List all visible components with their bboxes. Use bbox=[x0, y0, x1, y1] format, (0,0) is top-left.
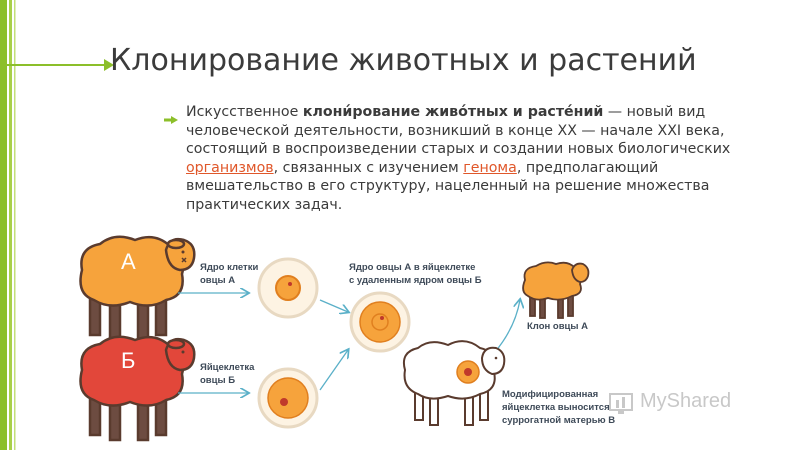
link-organisms[interactable]: организмов bbox=[186, 159, 274, 176]
label-surrogate-2: яйцеклетка выносится bbox=[502, 402, 610, 413]
surrogate-sheep-icon bbox=[404, 341, 504, 425]
combined-cell-icon bbox=[351, 293, 409, 351]
sheep-b-icon bbox=[81, 337, 195, 440]
body-intro: Искусственное bbox=[186, 104, 303, 120]
label-surrogate-3: суррогатной матерью В bbox=[502, 415, 616, 426]
title-accent-line bbox=[0, 64, 112, 66]
body-term: клони́рование живо́тных и расте́ний bbox=[302, 104, 604, 120]
label-clone: Клон овцы А bbox=[527, 321, 588, 332]
link-genome[interactable]: генома bbox=[463, 159, 517, 176]
label-surrogate-1: Модифицированная bbox=[502, 389, 599, 400]
sheep-a-icon bbox=[81, 237, 195, 340]
body-part2: , связанных с изучением bbox=[273, 159, 464, 176]
sheep-b-letter: Б bbox=[121, 348, 136, 373]
body-part1: — новый вид человеческой деятельности, возникший в конце XX — начале XXI века, состоящий в воспроизведении старых и создании новых биологических bbox=[186, 104, 731, 157]
label-nucleus-a-1: Ядро клетки bbox=[200, 262, 259, 273]
label-nucleus-a-2: овцы А bbox=[200, 275, 236, 286]
sheep-a-letter: А bbox=[121, 249, 136, 274]
clone-sheep-icon bbox=[523, 262, 588, 318]
slide-title: Клонирование животных и растений bbox=[110, 43, 697, 78]
egg-cell-b-icon bbox=[259, 369, 317, 427]
label-combined-2: с удаленным ядром овцы Б bbox=[349, 275, 482, 286]
label-egg-b-2: овцы Б bbox=[200, 375, 236, 386]
cell-nucleus-a-icon bbox=[259, 259, 317, 317]
body-paragraph bbox=[186, 103, 746, 214]
watermark-text: MyShared bbox=[640, 390, 732, 412]
bullet-arrow-icon bbox=[164, 116, 178, 124]
label-combined-1: Ядро овцы А в яйцеклетке bbox=[349, 262, 476, 273]
decorative-green-bars bbox=[0, 0, 30, 450]
body-part3: , предполагающий вмешательство в его структуру, нацеленный на решение множества практических задач. bbox=[186, 159, 710, 213]
label-egg-b-1: Яйцеклетка bbox=[200, 362, 255, 373]
